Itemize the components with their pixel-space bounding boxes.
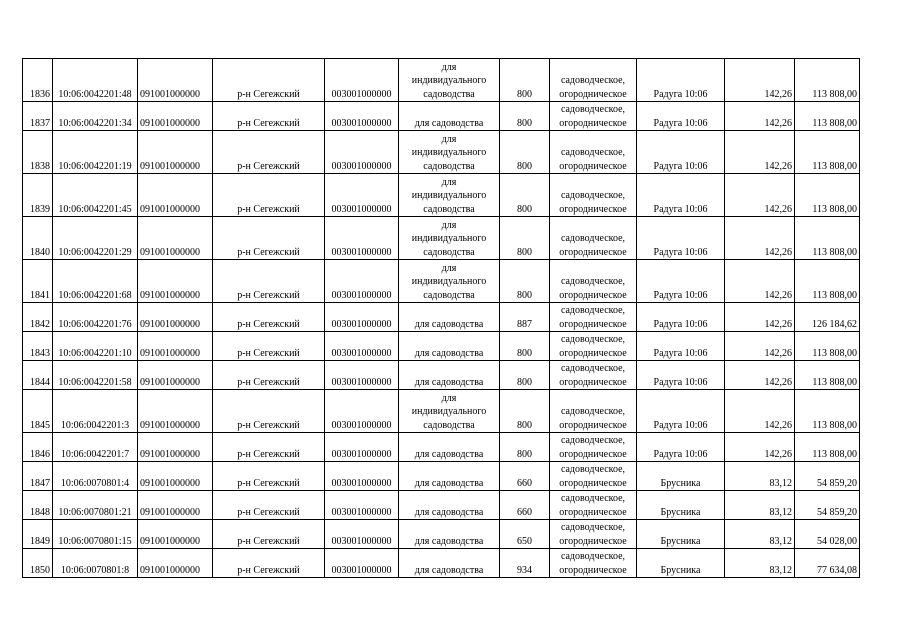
permitted-use-cell — [399, 174, 500, 217]
permitted-use-cell-line: для садоводства — [414, 506, 484, 518]
land-category-cell-line: садоводческое, — [560, 75, 626, 86]
land-category-cell-line: огородническое — [559, 564, 627, 576]
zone-name-cell: Радуга 10:06 — [637, 303, 725, 332]
district-cell: р-н Сегежский — [213, 303, 325, 332]
permitted-use-cell-line: для — [441, 219, 457, 231]
cadastral-value-cell: 113 808,00 — [795, 174, 860, 217]
row-number-cell: 1849 — [23, 520, 53, 549]
table-row — [23, 520, 860, 549]
land-category-cell — [550, 491, 637, 520]
row-number-cell: 1837 — [23, 102, 53, 131]
area-cell: 800 — [500, 390, 550, 433]
land-category-cell — [550, 520, 637, 549]
cadastral-number-cell: 10:06:0042201:58 — [53, 361, 138, 390]
land-category-cell-line: огородническое — [559, 477, 627, 489]
zone-name-cell: Брусника — [637, 462, 725, 491]
land-category-cell-line: огородническое — [559, 376, 627, 388]
row-number-cell: 1841 — [23, 260, 53, 303]
cadastral-number-cell: 10:06:0042201:10 — [53, 332, 138, 361]
permitted-use-cell-line: для садоводства — [414, 448, 484, 460]
specific-value-cell: 142,26 — [725, 217, 795, 260]
permitted-use-cell-line: для — [441, 392, 457, 404]
zone-name-cell: Радуга 10:06 — [637, 59, 725, 102]
land-category-cell-line: садоводческое, — [560, 104, 626, 115]
cadastral-number-cell: 10:06:0042201:48 — [53, 59, 138, 102]
permitted-use-cell-line: садоводства — [423, 203, 475, 215]
specific-value-cell: 142,26 — [725, 303, 795, 332]
cadastral-number-cell: 10:06:0042201:34 — [53, 102, 138, 131]
land-category-cell-line: садоводческое, — [560, 147, 626, 158]
area-cell: 800 — [500, 332, 550, 361]
area-cell: 650 — [500, 520, 550, 549]
use-code-cell: 003001000000 — [325, 131, 399, 174]
land-category-cell-line: огородническое — [559, 289, 627, 301]
specific-value-cell: 142,26 — [725, 131, 795, 174]
table-row — [23, 303, 860, 332]
permitted-use-cell — [399, 59, 500, 102]
cadastral-value-cell: 113 808,00 — [795, 131, 860, 174]
row-number-cell: 1842 — [23, 303, 53, 332]
cadastral-value-cell: 113 808,00 — [795, 390, 860, 433]
row-number-cell: 1850 — [23, 549, 53, 578]
land-category-cell-line: огородническое — [559, 203, 627, 215]
okato-code-cell: 091001000000 — [138, 491, 213, 520]
row-number-cell: 1844 — [23, 361, 53, 390]
row-number-cell: 1848 — [23, 491, 53, 520]
table-row — [23, 174, 860, 217]
land-category-cell-line: огородническое — [559, 535, 627, 547]
land-category-cell — [550, 217, 637, 260]
land-category-cell-line: огородническое — [559, 318, 627, 330]
use-code-cell: 003001000000 — [325, 217, 399, 260]
okato-code-cell: 091001000000 — [138, 332, 213, 361]
land-category-cell — [550, 462, 637, 491]
permitted-use-cell-line: для садоводства — [414, 376, 484, 388]
use-code-cell: 003001000000 — [325, 491, 399, 520]
cadastral-value-cell: 113 808,00 — [795, 260, 860, 303]
land-category-cell-line: садоводческое, — [560, 276, 626, 287]
cadastral-value-cell: 113 808,00 — [795, 59, 860, 102]
specific-value-cell: 142,26 — [725, 361, 795, 390]
use-code-cell: 003001000000 — [325, 549, 399, 578]
table-body — [23, 59, 860, 578]
table-row — [23, 549, 860, 578]
permitted-use-cell-line: индивидуального — [411, 75, 487, 86]
zone-name-cell: Радуга 10:06 — [637, 102, 725, 131]
zone-name-cell: Брусника — [637, 491, 725, 520]
area-cell: 660 — [500, 491, 550, 520]
okato-code-cell: 091001000000 — [138, 217, 213, 260]
specific-value-cell: 142,26 — [725, 332, 795, 361]
table-row — [23, 361, 860, 390]
specific-value-cell: 142,26 — [725, 390, 795, 433]
table-row — [23, 102, 860, 131]
area-cell: 800 — [500, 433, 550, 462]
land-category-cell — [550, 131, 637, 174]
permitted-use-cell — [399, 433, 500, 462]
district-cell: р-н Сегежский — [213, 332, 325, 361]
row-number-cell: 1847 — [23, 462, 53, 491]
cadastral-value-cell: 113 808,00 — [795, 332, 860, 361]
area-cell: 934 — [500, 549, 550, 578]
table-row — [23, 462, 860, 491]
table-row — [23, 59, 860, 102]
land-category-cell-line: огородническое — [559, 160, 627, 172]
land-category-cell-line: садоводческое, — [560, 435, 626, 446]
zone-name-cell: Брусника — [637, 520, 725, 549]
land-category-cell — [550, 549, 637, 578]
land-category-cell-line: огородническое — [559, 117, 627, 129]
permitted-use-cell-line: индивидуального — [411, 147, 487, 158]
row-number-cell: 1840 — [23, 217, 53, 260]
okato-code-cell: 091001000000 — [138, 361, 213, 390]
okato-code-cell: 091001000000 — [138, 260, 213, 303]
cadastral-number-cell: 10:06:0070801:4 — [53, 462, 138, 491]
use-code-cell: 003001000000 — [325, 174, 399, 217]
specific-value-cell: 142,26 — [725, 59, 795, 102]
okato-code-cell: 091001000000 — [138, 462, 213, 491]
permitted-use-cell-line: для садоводства — [414, 318, 484, 330]
specific-value-cell: 142,26 — [725, 174, 795, 217]
permitted-use-cell-line: индивидуального — [411, 276, 487, 287]
use-code-cell: 003001000000 — [325, 102, 399, 131]
district-cell: р-н Сегежский — [213, 520, 325, 549]
use-code-cell: 003001000000 — [325, 520, 399, 549]
land-category-cell — [550, 59, 637, 102]
zone-name-cell: Радуга 10:06 — [637, 332, 725, 361]
permitted-use-cell-line: садоводства — [423, 419, 475, 431]
permitted-use-cell-line: садоводства — [423, 289, 475, 301]
zone-name-cell: Радуга 10:06 — [637, 361, 725, 390]
land-category-cell-line: садоводческое, — [560, 334, 626, 345]
area-cell: 800 — [500, 131, 550, 174]
cadastral-value-cell: 54 859,20 — [795, 462, 860, 491]
district-cell: р-н Сегежский — [213, 102, 325, 131]
permitted-use-cell — [399, 491, 500, 520]
area-cell: 887 — [500, 303, 550, 332]
cadastral-value-cell: 54 859,20 — [795, 491, 860, 520]
permitted-use-cell — [399, 260, 500, 303]
permitted-use-cell-line: для — [441, 262, 457, 274]
land-category-cell-line: садоводческое, — [560, 363, 626, 374]
district-cell: р-н Сегежский — [213, 433, 325, 462]
okato-code-cell: 091001000000 — [138, 520, 213, 549]
land-category-cell-line: садоводческое, — [560, 190, 626, 201]
cadastral-number-cell: 10:06:0070801:15 — [53, 520, 138, 549]
permitted-use-cell-line: для садоводства — [414, 564, 484, 576]
cadastral-number-cell: 10:06:0042201:3 — [53, 390, 138, 433]
permitted-use-cell-line: для — [441, 176, 457, 188]
area-cell: 800 — [500, 102, 550, 131]
okato-code-cell: 091001000000 — [138, 390, 213, 433]
land-plot-register-table — [22, 58, 860, 578]
permitted-use-cell-line: для садоводства — [414, 535, 484, 547]
table-row — [23, 260, 860, 303]
permitted-use-cell — [399, 131, 500, 174]
okato-code-cell: 091001000000 — [138, 549, 213, 578]
specific-value-cell: 142,26 — [725, 102, 795, 131]
use-code-cell: 003001000000 — [325, 390, 399, 433]
land-category-cell — [550, 361, 637, 390]
okato-code-cell: 091001000000 — [138, 131, 213, 174]
cadastral-number-cell: 10:06:0042201:19 — [53, 131, 138, 174]
land-category-cell-line: садоводческое, — [560, 464, 626, 475]
use-code-cell: 003001000000 — [325, 59, 399, 102]
table-row — [23, 433, 860, 462]
permitted-use-cell — [399, 462, 500, 491]
land-category-cell — [550, 102, 637, 131]
land-category-cell — [550, 303, 637, 332]
permitted-use-cell-line: для садоводства — [414, 117, 484, 129]
permitted-use-cell — [399, 102, 500, 131]
table-row — [23, 332, 860, 361]
permitted-use-cell — [399, 549, 500, 578]
land-category-cell-line: огородническое — [559, 506, 627, 518]
land-category-cell — [550, 260, 637, 303]
land-category-cell-line: садоводческое, — [560, 551, 626, 562]
permitted-use-cell — [399, 361, 500, 390]
cadastral-number-cell: 10:06:0042201:29 — [53, 217, 138, 260]
area-cell: 660 — [500, 462, 550, 491]
okato-code-cell: 091001000000 — [138, 59, 213, 102]
permitted-use-cell — [399, 520, 500, 549]
cadastral-number-cell: 10:06:0042201:45 — [53, 174, 138, 217]
area-cell: 800 — [500, 59, 550, 102]
cadastral-number-cell: 10:06:0070801:21 — [53, 491, 138, 520]
cadastral-value-cell: 113 808,00 — [795, 217, 860, 260]
area-cell: 800 — [500, 174, 550, 217]
row-number-cell: 1845 — [23, 390, 53, 433]
permitted-use-cell — [399, 332, 500, 361]
specific-value-cell: 83,12 — [725, 491, 795, 520]
table-row — [23, 390, 860, 433]
district-cell: р-н Сегежский — [213, 217, 325, 260]
land-category-cell — [550, 174, 637, 217]
okato-code-cell: 091001000000 — [138, 303, 213, 332]
table-row — [23, 131, 860, 174]
specific-value-cell: 83,12 — [725, 462, 795, 491]
permitted-use-cell-line: для садоводства — [414, 477, 484, 489]
permitted-use-cell-line: садоводства — [423, 160, 475, 172]
permitted-use-cell-line: индивидуального — [411, 233, 487, 244]
cadastral-value-cell: 113 808,00 — [795, 102, 860, 131]
row-number-cell: 1836 — [23, 59, 53, 102]
use-code-cell: 003001000000 — [325, 332, 399, 361]
area-cell: 800 — [500, 217, 550, 260]
specific-value-cell: 83,12 — [725, 520, 795, 549]
use-code-cell: 003001000000 — [325, 303, 399, 332]
zone-name-cell: Радуга 10:06 — [637, 433, 725, 462]
use-code-cell: 003001000000 — [325, 361, 399, 390]
permitted-use-cell — [399, 303, 500, 332]
land-category-cell-line: огородническое — [559, 419, 627, 431]
zone-name-cell: Брусника — [637, 549, 725, 578]
land-category-cell-line: огородническое — [559, 448, 627, 460]
land-category-cell-line: огородническое — [559, 88, 627, 100]
zone-name-cell: Радуга 10:06 — [637, 217, 725, 260]
specific-value-cell: 142,26 — [725, 260, 795, 303]
district-cell: р-н Сегежский — [213, 361, 325, 390]
row-number-cell: 1838 — [23, 131, 53, 174]
district-cell: р-н Сегежский — [213, 549, 325, 578]
permitted-use-cell-line: для — [441, 61, 457, 73]
cadastral-value-cell: 113 808,00 — [795, 361, 860, 390]
district-cell: р-н Сегежский — [213, 131, 325, 174]
district-cell: р-н Сегежский — [213, 390, 325, 433]
zone-name-cell: Радуга 10:06 — [637, 174, 725, 217]
use-code-cell: 003001000000 — [325, 260, 399, 303]
land-category-cell-line: садоводческое, — [560, 522, 626, 533]
cadastral-value-cell: 54 028,00 — [795, 520, 860, 549]
district-cell: р-н Сегежский — [213, 491, 325, 520]
permitted-use-cell-line: индивидуального — [411, 190, 487, 201]
okato-code-cell: 091001000000 — [138, 174, 213, 217]
table-row — [23, 217, 860, 260]
row-number-cell: 1843 — [23, 332, 53, 361]
permitted-use-cell-line: для — [441, 133, 457, 145]
district-cell: р-н Сегежский — [213, 260, 325, 303]
land-category-cell-line: садоводческое, — [560, 406, 626, 417]
area-cell: 800 — [500, 361, 550, 390]
land-category-cell-line: садоводческое, — [560, 493, 626, 504]
use-code-cell: 003001000000 — [325, 462, 399, 491]
land-category-cell — [550, 433, 637, 462]
use-code-cell: 003001000000 — [325, 433, 399, 462]
area-cell: 800 — [500, 260, 550, 303]
district-cell: р-н Сегежский — [213, 174, 325, 217]
land-category-cell-line: садоводческое, — [560, 305, 626, 316]
cadastral-number-cell: 10:06:0042201:76 — [53, 303, 138, 332]
specific-value-cell: 83,12 — [725, 549, 795, 578]
zone-name-cell: Радуга 10:06 — [637, 131, 725, 174]
row-number-cell: 1839 — [23, 174, 53, 217]
land-category-cell — [550, 390, 637, 433]
row-number-cell: 1846 — [23, 433, 53, 462]
cadastral-number-cell: 10:06:0070801:8 — [53, 549, 138, 578]
cadastral-number-cell: 10:06:0042201:7 — [53, 433, 138, 462]
zone-name-cell: Радуга 10:06 — [637, 260, 725, 303]
land-category-cell-line: огородническое — [559, 347, 627, 359]
permitted-use-cell-line: садоводства — [423, 246, 475, 258]
permitted-use-cell — [399, 390, 500, 433]
permitted-use-cell-line: садоводства — [423, 88, 475, 100]
land-category-cell — [550, 332, 637, 361]
okato-code-cell: 091001000000 — [138, 102, 213, 131]
permitted-use-cell-line: для садоводства — [414, 347, 484, 359]
district-cell: р-н Сегежский — [213, 462, 325, 491]
cadastral-value-cell: 126 184,62 — [795, 303, 860, 332]
land-category-cell-line: садоводческое, — [560, 233, 626, 244]
permitted-use-cell — [399, 217, 500, 260]
cadastral-value-cell: 113 808,00 — [795, 433, 860, 462]
zone-name-cell: Радуга 10:06 — [637, 390, 725, 433]
table-row — [23, 491, 860, 520]
permitted-use-cell-line: индивидуального — [411, 406, 487, 417]
cadastral-value-cell: 77 634,08 — [795, 549, 860, 578]
cadastral-number-cell: 10:06:0042201:68 — [53, 260, 138, 303]
district-cell: р-н Сегежский — [213, 59, 325, 102]
land-category-cell-line: огородническое — [559, 246, 627, 258]
okato-code-cell: 091001000000 — [138, 433, 213, 462]
specific-value-cell: 142,26 — [725, 433, 795, 462]
